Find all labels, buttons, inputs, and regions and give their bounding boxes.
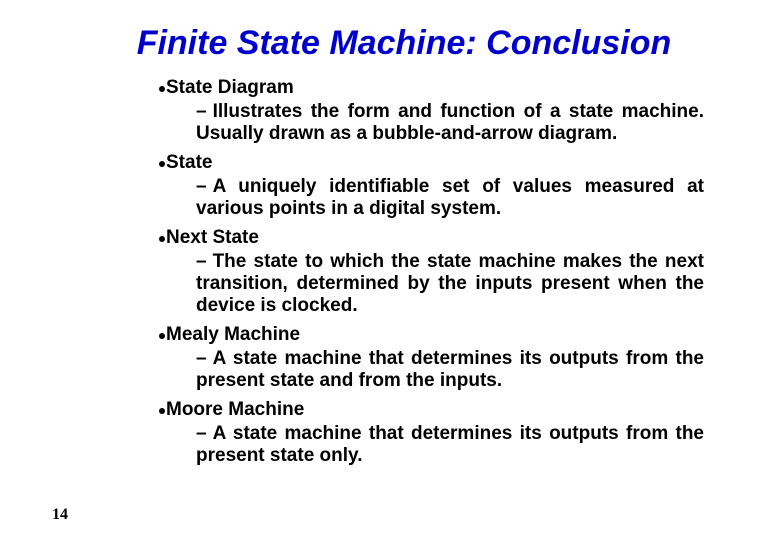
term-item	[159, 151, 704, 220]
definition-text: Illustrates the form and function of a state machine. Usually drawn as a bubble-and-arrow diagram.	[196, 101, 704, 144]
term-label: Mealy Machine	[166, 324, 301, 345]
definition-text: The state to which the state machine makes the next transition, determined by the inputs present when the device is clocked.	[196, 251, 704, 316]
term-heading	[159, 151, 704, 174]
definition-text: A uniquely identifiable set of values measured at various points in a digital system.	[196, 176, 704, 219]
dash-marker: –	[196, 176, 207, 197]
bullet-icon	[159, 236, 165, 242]
term-list	[159, 76, 704, 473]
term-heading	[159, 226, 704, 249]
term-label: Next State	[166, 227, 259, 248]
slide-number: 14	[52, 506, 68, 523]
dash-marker: –	[196, 251, 207, 272]
bullet-icon	[159, 86, 165, 92]
term-item	[159, 226, 704, 317]
bullet-icon	[159, 333, 165, 339]
bullet-icon	[159, 408, 165, 414]
term-definition	[196, 348, 704, 392]
term-definition	[196, 251, 704, 317]
term-definition	[196, 176, 704, 220]
slide-title: Finite State Machine: Conclusion	[136, 24, 672, 62]
dash-marker: –	[196, 101, 207, 122]
term-heading	[159, 323, 704, 346]
term-label: State	[166, 152, 213, 173]
term-item	[159, 323, 704, 392]
dash-marker: –	[196, 348, 207, 369]
term-definition	[196, 101, 704, 145]
definition-text: A state machine that determines its outputs from the present state and from the inputs.	[196, 348, 704, 391]
dash-marker: –	[196, 423, 207, 444]
definition-text: A state machine that determines its outputs from the present state only.	[196, 423, 704, 466]
term-item	[159, 398, 704, 467]
term-heading	[159, 76, 704, 99]
term-item	[159, 76, 704, 145]
term-label: State Diagram	[166, 77, 294, 98]
term-definition	[196, 423, 704, 467]
term-heading	[159, 398, 704, 421]
term-label: Moore Machine	[166, 399, 305, 420]
bullet-icon	[159, 161, 165, 167]
